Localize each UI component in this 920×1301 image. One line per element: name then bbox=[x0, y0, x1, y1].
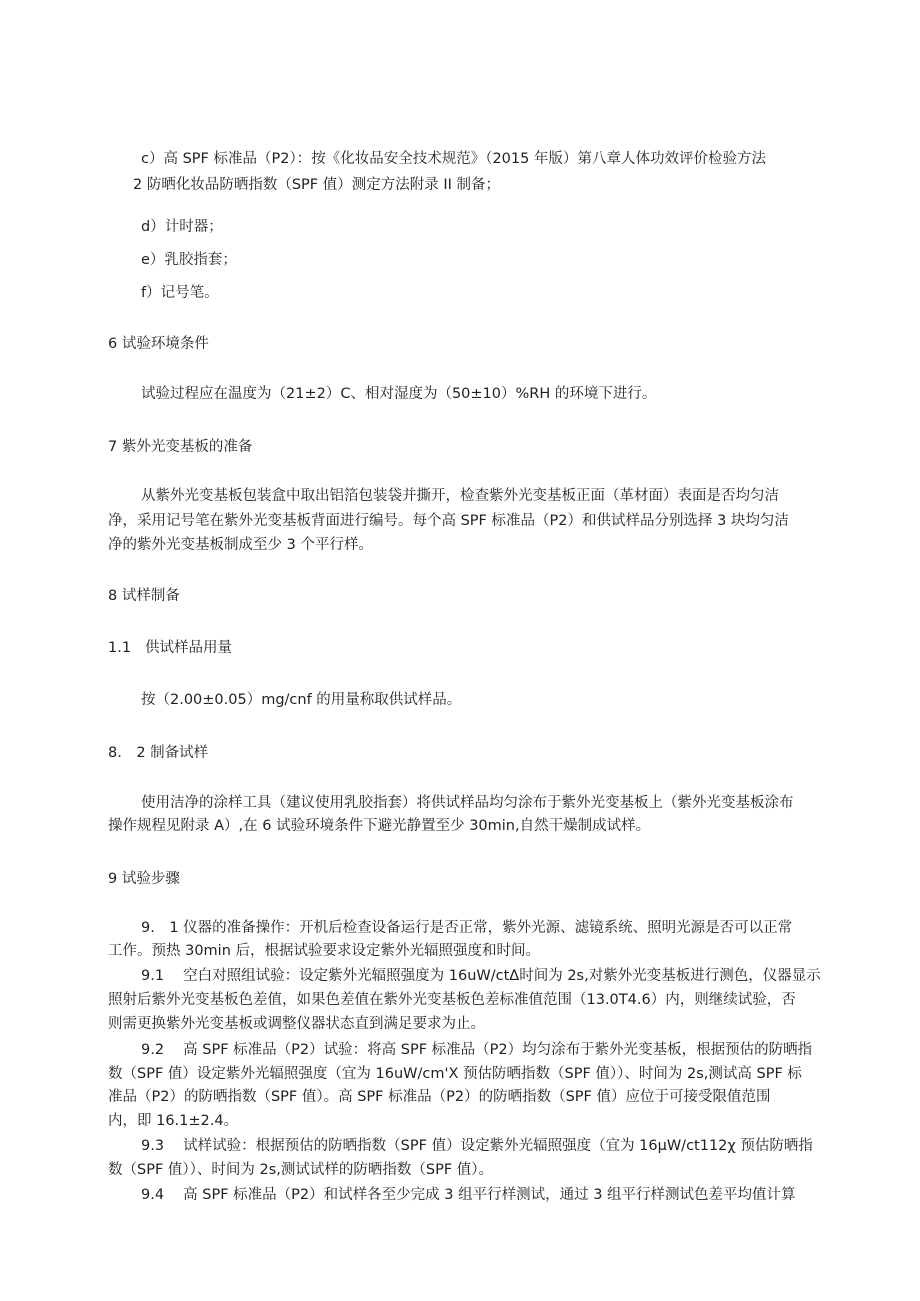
section-8-sub2-line1: 使用洁净的涂样工具（建议使用乳胶指套）将供试样品均匀涂布于紫外光变基板上（紫外光变基板涂布 bbox=[141, 795, 794, 811]
list-item-e: e）乳胶指套； bbox=[141, 252, 237, 268]
section-9-p1-line2: 照射后紫外光变基板色差值，如果色差值在紫外光变基板色差标准值范围（13.0T4.6）内，则继续试验，否 bbox=[108, 992, 796, 1008]
list-item-d: d）计时器； bbox=[141, 219, 223, 235]
section-9-p1-line3: 则需更换紫外光变基板或调整仪器状态直到满足要求为止。 bbox=[108, 1016, 485, 1032]
section-9-p2-line2: 数（SPF 值）设定紫外光辐照强度（宜为 16uW/cm'X 预估防晒指数（SPF 值））、时间为 2s,测试高 SPF 标 bbox=[108, 1066, 802, 1082]
section-9-p3-line2: 数（SPF 值））、时间为 2s,测试试样的防晒指数（SPF 值）。 bbox=[108, 1162, 494, 1178]
section-8-sub2-heading: 8. 2 制备试样 bbox=[108, 745, 209, 761]
section-7-para-line1: 从紫外光变基板包装盒中取出铝箔包装袋并撕开，检查紫外光变基板正面（革材面）表面是否均匀洁 bbox=[141, 488, 779, 504]
section-9-p1-line1: 9.1 空白对照组试验：设定紫外光辐照强度为 16uW∕ctΔ时间为 2s,对紫外光变基板进行测色，仪器显示 bbox=[141, 968, 821, 984]
section-8-sub1-paragraph: 按（2.00±0.05）mg/cnf 的用量称取供试样品。 bbox=[141, 692, 462, 708]
section-9-p2-line1: 9.2 高 SPF 标准品（P2）试验：将高 SPF 标准品（P2）均匀涂布于紫外光变基板，根据预估的防晒指 bbox=[141, 1042, 813, 1058]
section-8-sub1-number: 1.1 bbox=[108, 640, 132, 656]
section-6-heading: 6 试验环境条件 bbox=[108, 336, 209, 352]
section-8-sub1-title: 供试样品用量 bbox=[145, 640, 232, 656]
list-item-c-line2: 2 防晒化妆品防晒指数（SPF 值）测定方法附录 II 制备； bbox=[133, 177, 501, 193]
section-7-para-line2: 净，采用记号笔在紫外光变基板背面进行编号。每个高 SPF 标准品（P2）和供试样品分别选择 3 块均匀洁 bbox=[108, 513, 789, 529]
list-item-c-line1: c）高 SPF 标准品（P2）：按《化妆品安全技术规范》（2015 年版）第八章人体功效评价检验方法 bbox=[141, 151, 766, 167]
section-7-para-line3: 净的紫外光变基板制成至少 3 个平行样。 bbox=[108, 537, 373, 553]
section-9-p3-line1: 9.3 试样试验：根据预估的防晒指数（SPF 值）设定紫外光辐照强度（宜为 16μW∕ct112χ 预估防晒指 bbox=[141, 1138, 813, 1154]
section-9-p0-line2: 工作。预热 30min 后，根据试验要求设定紫外光辐照强度和时间。 bbox=[108, 943, 541, 959]
section-9-p2-line4: 内，即 16.1±2.4。 bbox=[108, 1113, 239, 1129]
section-6-paragraph: 试验过程应在温度为（21±2）C、相对湿度为（50±10）%RH 的环境下进行。 bbox=[141, 386, 657, 402]
section-7-heading: 7 紫外光变基板的准备 bbox=[108, 439, 253, 455]
list-item-f: f）记号笔。 bbox=[141, 285, 219, 301]
section-9-p4-line1: 9.4 高 SPF 标准品（P2）和试样各至少完成 3 组平行样测试，通过 3 组平行样测试色差平均值计算 bbox=[141, 1187, 796, 1203]
section-8-sub2-line2: 操作规程见附录 A）,在 6 试验环境条件下避光静置至少 30min,自然干燥制成试样。 bbox=[108, 818, 651, 834]
section-9-p0-line1: 9. 1 仪器的准备操作：开机后检查设备运行是否正常，紫外光源、滤镜系统、照明光源是否可以正常 bbox=[141, 920, 793, 936]
section-8-heading: 8 试样制备 bbox=[108, 588, 180, 604]
section-9-p2-line3: 准品（P2）的防晒指数（SPF 值）。高 SPF 标准品（P2）的防晒指数（SPF 值）应位于可接受限值范围 bbox=[108, 1089, 771, 1105]
section-9-heading: 9 试验步骤 bbox=[108, 871, 180, 887]
